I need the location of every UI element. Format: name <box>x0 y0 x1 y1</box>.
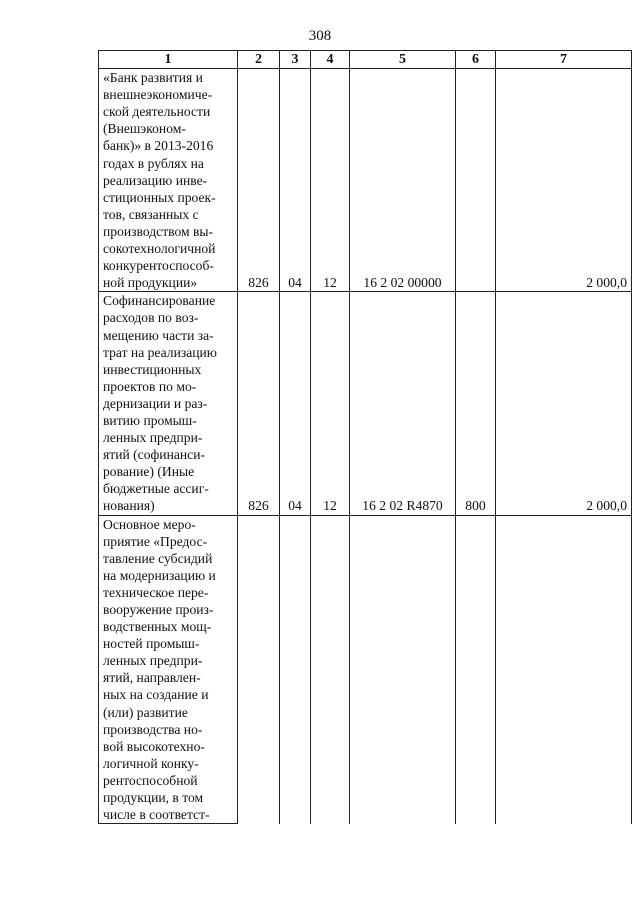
row-name-line: ностей промыш- <box>103 636 200 652</box>
row-name-line: тов, связанных с <box>103 206 199 222</box>
row-name-line: дернизации и раз- <box>103 395 208 411</box>
row-name-line: логичной конку- <box>103 755 199 771</box>
header-col-2: 2 <box>238 51 280 69</box>
row-name-line: приятие «Предос- <box>103 533 208 549</box>
row-name-cell <box>99 515 238 824</box>
header-col-4: 4 <box>311 51 350 69</box>
row-name-line: Основное меро- <box>103 516 196 532</box>
row-name-line: производством вы- <box>103 223 214 239</box>
row-subsection-code: 12 <box>311 292 350 515</box>
row-subsection-code: 12 <box>311 69 350 292</box>
header-col-7: 7 <box>496 51 632 69</box>
row-name-cell <box>99 292 238 515</box>
row-name-line: нования) <box>103 498 155 514</box>
row-name-line: конкурентоспособ- <box>103 258 214 274</box>
row-admin-code <box>238 515 280 824</box>
row-name-line: ленных предпри- <box>103 430 203 446</box>
row-name-line: банк)» в 2013-2016 <box>103 138 214 154</box>
row-name-line: инвестиционных <box>103 361 202 377</box>
row-name-line: стиционных проек- <box>103 189 216 205</box>
row-name-cell <box>99 69 238 292</box>
row-name-line: (Внешэконом- <box>103 121 186 137</box>
row-target-code: 16 2 02 R4870 <box>350 292 456 515</box>
row-name-line: ленных предпри- <box>103 653 203 669</box>
row-name-line: внешнеэкономиче- <box>103 87 213 103</box>
row-name-line: техническое пере- <box>103 584 209 600</box>
row-name-line: расходов по воз- <box>103 310 199 326</box>
row-name-line: тавление субсидий <box>103 550 213 566</box>
row-name-line: Софинансирование <box>103 293 216 309</box>
row-amount: 2 000,0 <box>496 292 632 515</box>
row-expense-type <box>456 69 496 292</box>
row-name-line: «Банк развития и <box>103 70 203 86</box>
row-name-line: витию промыш- <box>103 412 197 428</box>
row-name-line: проектов по мо- <box>103 378 197 394</box>
row-name-line: на модернизацию и <box>103 567 216 583</box>
header-col-1: 1 <box>99 51 238 69</box>
row-name-line: трат на реализацию <box>103 344 217 360</box>
row-expense-type <box>456 515 496 824</box>
budget-table <box>98 50 632 824</box>
header-col-5: 5 <box>350 51 456 69</box>
row-name-line: вооружение произ- <box>103 602 214 617</box>
row-name-line: рование) (Иные <box>103 464 195 480</box>
row-name-line: рентоспособной <box>103 772 198 788</box>
row-target-code: 16 2 02 00000 <box>350 69 456 292</box>
row-name-line: водственных мощ- <box>103 619 212 635</box>
table-row <box>99 69 632 292</box>
row-name-line: ятий (софинанси- <box>103 447 205 463</box>
header-row <box>99 51 632 69</box>
row-amount <box>496 515 632 824</box>
row-admin-code: 826 <box>238 292 280 515</box>
header-col-3: 3 <box>280 51 311 69</box>
row-amount: 2 000,0 <box>496 69 632 292</box>
row-name-line: ской деятельности <box>103 104 211 120</box>
row-name-line: (или) развитие <box>103 704 188 720</box>
row-expense-type: 800 <box>456 292 496 515</box>
row-target-code <box>350 515 456 824</box>
row-name-line: сокотехнологичной <box>103 241 216 257</box>
table-row <box>99 515 632 824</box>
row-name-line: бюджетные ассиг- <box>103 481 209 497</box>
row-name-line: ной продукции» <box>103 275 198 291</box>
page-number: 308 <box>308 28 332 44</box>
row-name-line: годах в рублях на <box>103 155 204 171</box>
row-name-line: мещению части за- <box>103 327 214 343</box>
row-name-line: ных на создание и <box>103 687 209 703</box>
row-name-line: числе в соответст- <box>103 807 210 823</box>
row-section-code <box>280 515 311 824</box>
row-section-code: 04 <box>280 69 311 292</box>
row-section-code: 04 <box>280 292 311 515</box>
table-row <box>99 292 632 515</box>
row-name-line: вой высокотехно- <box>103 738 205 754</box>
row-admin-code: 826 <box>238 69 280 292</box>
row-name-line: продукции, в том <box>103 790 204 806</box>
row-name-line: реализацию инве- <box>103 172 208 188</box>
row-subsection-code <box>311 515 350 824</box>
row-name-line: производства но- <box>103 721 203 737</box>
row-name-line: ятий, направлен- <box>103 670 201 686</box>
header-col-6: 6 <box>456 51 496 69</box>
